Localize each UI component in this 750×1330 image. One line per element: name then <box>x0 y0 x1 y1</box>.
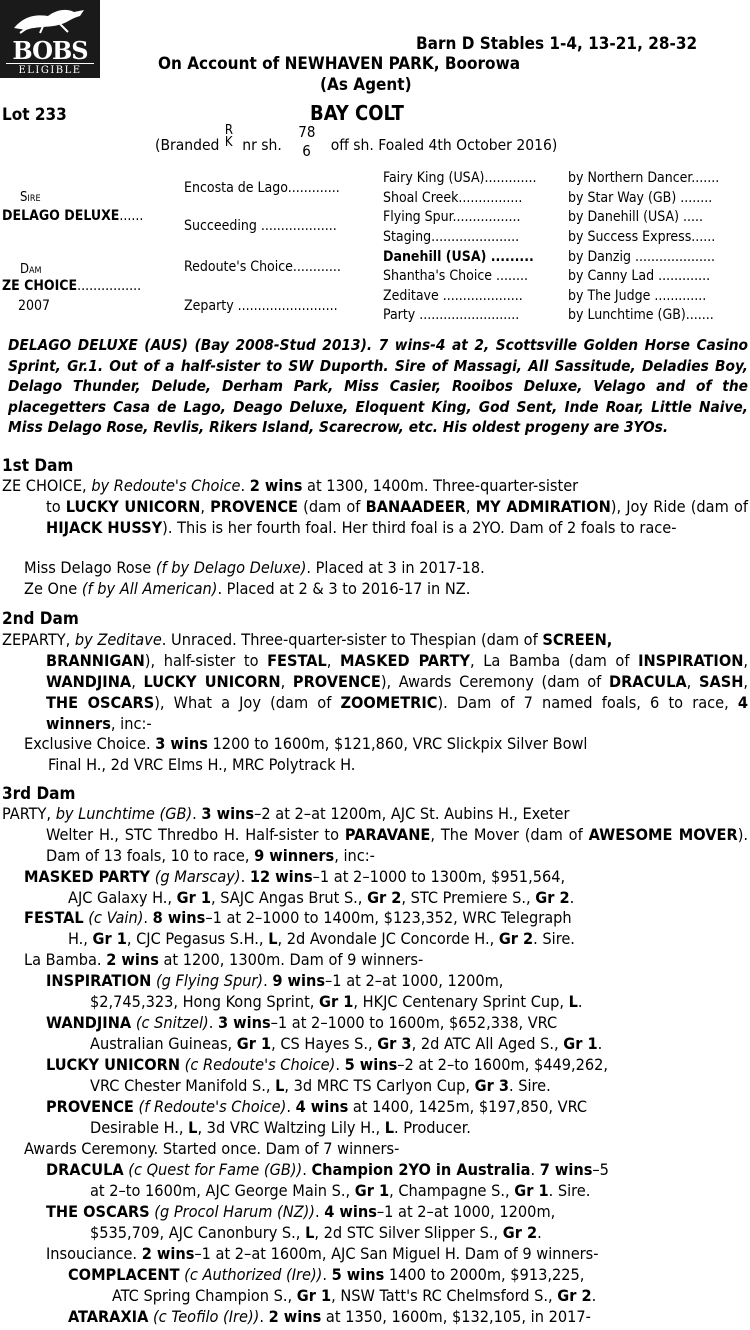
sire-label: Sire <box>20 190 41 205</box>
lot-title: BAY COLT <box>310 101 404 125</box>
dam-foaled-year: 2007 <box>18 298 51 314</box>
barn-location: Barn D Stables 1-4, 13-21, 28-32 <box>416 34 698 54</box>
ped-row-6-right: by Canny Lad ............. <box>568 268 711 284</box>
section-1st-dam: 1st Dam <box>2 456 74 476</box>
progeny-masked-party: MASKED PARTY (g Marscay). 12 wins–1 at 2–1000 to 1300m, $951,564, AJC Galaxy H., Gr 1, SAJC Angas Brut S., Gr 2, STC Premiere S., Gr 2. <box>24 867 575 907</box>
sire-sire: Encosta de Lago............. <box>184 180 340 196</box>
grand-progeny-wandjina: WANDJINA (c Snitzel). 3 wins–1 at 2–1000 to 1600m, $652,338, VRC Australian Guineas, Gr 1, CS Hayes S., Gr 3, 2d ATC All Aged S., Gr 1. <box>46 1013 603 1053</box>
grand-progeny-provence: PROVENCE (f Redoute's Choice). 4 wins at 1400, 1425m, $197,850, VRC Desirable H., L, 3d VRC Waltzing Lily H., L. Producer. <box>46 1097 588 1137</box>
lot-number: Lot 233 <box>2 105 67 125</box>
second-dam-progeny-1: Exclusive Choice. 3 wins 1200 to 1600m, $121,860, VRC Slickpix Silver Bowl Final H., 2d VRC Elms H., MRC Polytrack H. <box>24 734 588 774</box>
vendor-account: On Account of NEWHAVEN PARK, Boorowa <box>158 54 521 74</box>
ped-row-1-right: by Northern Dancer....... <box>568 170 720 186</box>
dam-label: Dam <box>20 262 42 277</box>
grand-progeny-lucky-unicorn: LUCKY UNICORN (c Redoute's Choice). 5 wins–2 at 2–to 1600m, $449,262, VRC Chester Manifold S., L, 3d MRC TS Carlyon Cup, Gr 3. Sire. <box>46 1055 609 1095</box>
third-dam-text: PARTY, by Lunchtime (GB). 3 wins–2 at 2–at 1200m, AJC St. Aubins H., Exeter Welter H., STC Thredbo H. Half-sister to PARAVANE, The Mover (dam of AWESOME MOVER). Dam of 13 foals, 10 to race, 9 winners, inc:- <box>2 804 748 865</box>
first-dam-text: ZE CHOICE, by Redoute's Choice. 2 wins at 1300, 1400m. Three-quarter-sister to LUCKY UNICORN, PROVENCE (dam of BANAADEER, MY ADMIRATION), Joy Ride (dam of HIJACK HUSSY). This is her fourth foal. Her third foal is a 2YO. Dam of 2 foals to race- <box>2 476 748 537</box>
ped-row-7-right: by The Judge ............. <box>568 288 707 304</box>
ped-row-7-left: Zeditave .................... <box>383 288 523 304</box>
ped-row-3-left: Flying Spur................. <box>383 209 521 225</box>
grand-progeny-the-oscars: THE OSCARS (g Procol Harum (NZ)). 4 wins–1 at 2–at 1000, 1200m, $535,709, AJC Canonbury S., L, 2d STC Silver Slipper S., Gr 2. <box>46 1202 556 1242</box>
vendor-role: (As Agent) <box>320 75 412 95</box>
ped-row-5-right: by Danzig .................... <box>568 249 715 265</box>
sire-name-text: DELAGO DELUXE <box>2 208 120 224</box>
second-dam-text: ZEPARTY, by Zeditave. Unraced. Three-quarter-sister to Thespian (dam of SCREEN, BRANNIGAN), half-sister to FESTAL, MASKED PARTY, La Bamba (dam of INSPIRATION, WANDJINA, LUCKY UNICORN, PROVENCE), Awards Ceremony (dam of DRACULA, SASH, THE OSCARS), What a Joy (dam of ZOOMETRIC). Dam of 7 named foals, 6 to race, 4 winners, inc:- <box>2 630 749 733</box>
ped-row-2-left: Shoal Creek................ <box>383 190 523 206</box>
bobs-eligible-logo <box>0 0 100 78</box>
ped-row-2-right: by Star Way (GB) ........ <box>568 190 713 206</box>
progeny-la-bamba: La Bamba. 2 wins at 1200, 1300m. Dam of 9 winners- <box>24 950 424 969</box>
logo-text: BOBS <box>12 36 88 65</box>
sire-summary: DELAGO DELUXE (AUS) (Bay 2008-Stud 2013). 7 wins-4 at 2, Scottsville Golden Horse Casino Sprint, Gr.1. Out of a half-sister to SW Duporth. Sire of Massagi, All Sassitude, Deladies Boy, Delago Thunder, Delude, Derham Park, Miss Casier, Rooibos Deluxe, Velago and of the placegetters Casa de Lago, Deago Deluxe, Eloquent King, God Sent, Inde Roar, Little Naive, Miss Delago Rose, Revlis, Rikers Island, Scarecrow, etc. His oldest progeny are 3YOs. <box>8 336 748 436</box>
brand-mid: nr sh. <box>242 136 282 154</box>
dam-name-text: ZE CHOICE <box>2 278 78 294</box>
dam-dots: ................ <box>77 278 142 294</box>
sire-dam: Succeeding ................... <box>184 218 337 234</box>
brand-line <box>155 123 558 160</box>
horse-icon <box>10 6 90 34</box>
ped-row-5-left: Danehill (USA) ......... <box>383 249 534 265</box>
grand-progeny-dracula: DRACULA (c Quest for Fame (GB)). Champion 2YO in Australia. 7 wins–5 at 2–to 1600m, AJC George Main S., Gr 1, Champagne S., Gr 1. Sire. <box>46 1160 609 1200</box>
first-dam-foal-2: Ze One (f by All American). Placed at 2 & 3 to 2016-17 in NZ. <box>24 579 471 598</box>
great-grand-progeny-ataraxia: ATARAXIA (c Teofilo (Ire)). 2 wins at 1350, 1600m, $132,105, in 2017- <box>68 1307 591 1326</box>
ped-row-4-left: Staging...................... <box>383 229 520 245</box>
ped-row-8-left: Party ......................... <box>383 307 520 323</box>
ped-row-4-right: by Success Express...... <box>568 229 716 245</box>
first-dam-foal-1: Miss Delago Rose (f by Delago Deluxe). Placed at 3 in 2017-18. <box>24 558 485 577</box>
brand-mark-icon: R K <box>224 123 233 150</box>
grand-progeny-inspiration: INSPIRATION (g Flying Spur). 9 wins–1 at 2–at 1000, 1200m, $2,745,323, Hong Kong Sprint, Gr 1, HKJC Centenary Sprint Cup, L. <box>46 971 583 1011</box>
brand-number-bottom: 6 <box>302 142 311 160</box>
progeny-awards-ceremony: Awards Ceremony. Started once. Dam of 7 winners- <box>24 1139 400 1158</box>
brand-suffix: off sh. Foaled 4th October 2016) <box>330 136 558 154</box>
dam-name <box>2 278 141 294</box>
ped-row-8-right: by Lunchtime (GB)....... <box>568 307 714 323</box>
sire-name <box>2 208 143 224</box>
brand-numbers <box>286 123 326 160</box>
brand-number-top: 78 <box>298 123 316 141</box>
great-grand-progeny-complacent: COMPLACENT (c Authorized (Ire)). 5 wins 1400 to 2000m, $913,225, ATC Spring Champion S., Gr 1, NSW Tatt's RC Chelmsford S., Gr 2. <box>68 1265 597 1305</box>
ped-row-1-left: Fairy King (USA)............. <box>383 170 537 186</box>
dam-sire: Redoute's Choice............ <box>184 259 341 275</box>
brand-prefix: (Branded <box>155 136 220 154</box>
dam-dam: Zeparty ......................... <box>184 298 338 314</box>
section-3rd-dam: 3rd Dam <box>2 784 76 804</box>
ped-row-3-right: by Danehill (USA) ..... <box>568 209 704 225</box>
section-2nd-dam: 2nd Dam <box>2 609 79 629</box>
sire-dots: ...... <box>119 208 144 224</box>
ped-row-6-left: Shantha's Choice ........ <box>383 268 528 284</box>
progeny-festal: FESTAL (c Vain). 8 wins–1 at 2–1000 to 1400m, $123,352, WRC Telegraph H., Gr 1, CJC Pegasus S.H., L, 2d Avondale JC Concorde H., Gr 2. Sire. <box>24 908 575 948</box>
logo-subtext: ELIGIBLE <box>6 63 94 76</box>
grand-progeny-insouciance: Insouciance. 2 wins–1 at 2–at 1600m, AJC San Miguel H. Dam of 9 winners- <box>46 1244 599 1263</box>
